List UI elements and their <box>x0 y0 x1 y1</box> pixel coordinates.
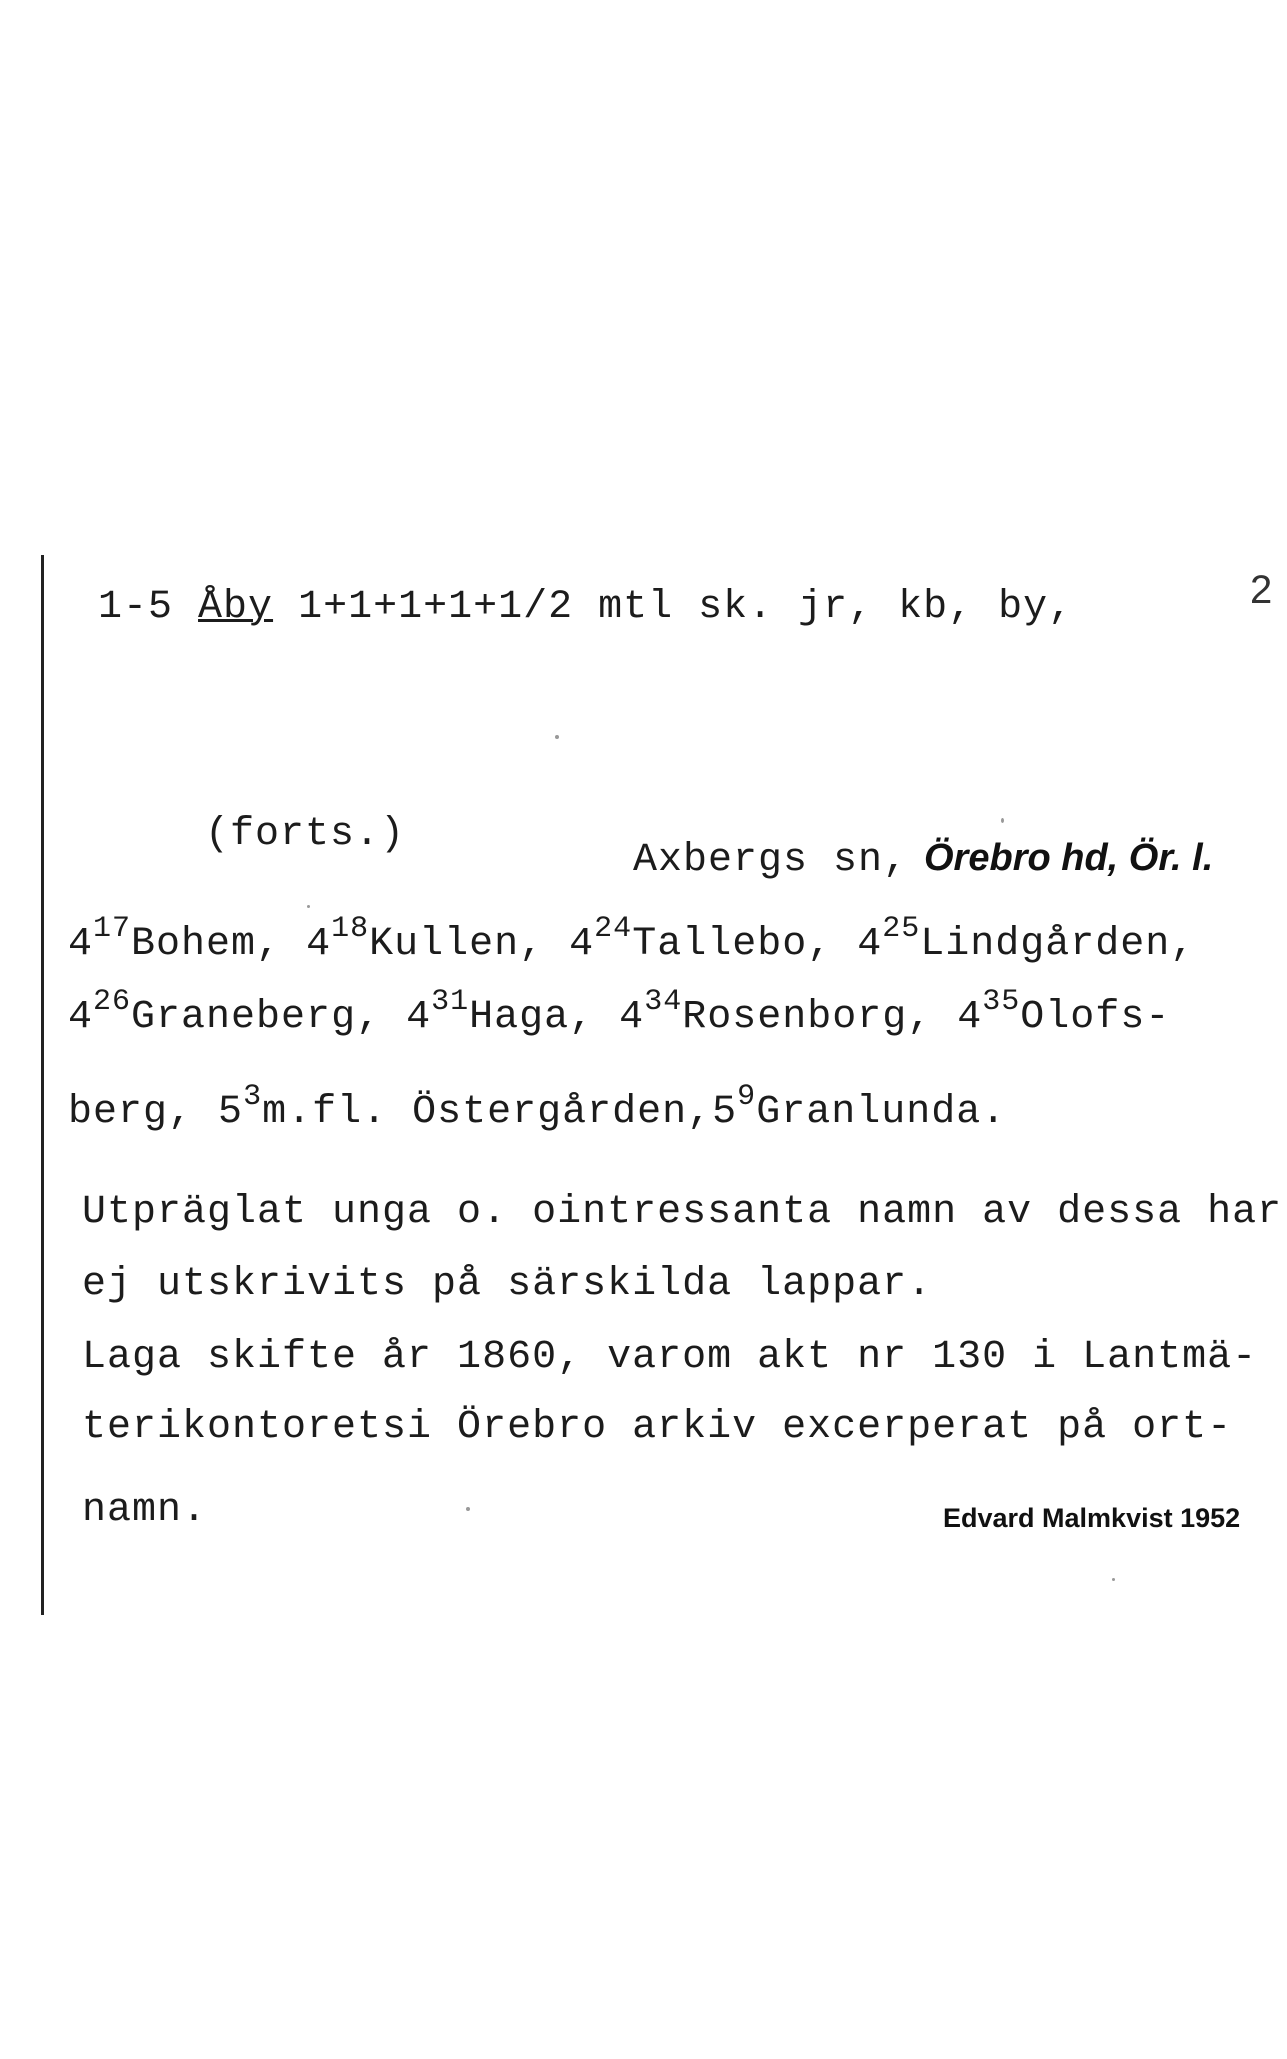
name-entry: $5^9Granlunda$. <box>712 1080 1007 1135</box>
names-line-3 <box>68 1080 1007 1135</box>
heading-hemman: 1+1+1+1+ <box>298 585 499 630</box>
signature-stamp: Edvard Malmkvist 1952 <box>943 1503 1241 1533</box>
note-line-4: terikontoretsi Örebro arkiv excerperat på ort- <box>82 1405 1233 1450</box>
card-heading <box>98 585 1073 630</box>
name-entry: $4^{17}Bohem$, <box>68 912 282 967</box>
name-entry: $4^{18}Kullen$, <box>306 912 545 967</box>
heading-fraction: 1/2 <box>498 585 574 630</box>
name-entry: $4^{26}Graneberg$, <box>68 985 382 1040</box>
card-number: 2 <box>1250 568 1273 612</box>
left-margin-rule <box>41 555 44 1615</box>
name-entry: $5^3m.fl$. Östergården, <box>218 1080 713 1135</box>
paper-speck <box>1112 1578 1115 1581</box>
name-entry: $4^{25}Lindgården$, <box>857 912 1196 967</box>
name-entry: $4^{35}Olofs-$ <box>957 985 1171 1040</box>
parish-label: Axbergs sn, <box>633 838 909 883</box>
note-line-3: Laga skifte år 1860, varom akt nr 130 i Lantmä- <box>82 1335 1258 1380</box>
note-line-2: ej utskrivits på särskilda lappar. <box>82 1262 933 1307</box>
heading-place: Åby <box>198 585 274 630</box>
paper-speck <box>307 905 310 908</box>
name-entry-continued: berg, <box>68 1090 194 1135</box>
names-line-2 <box>68 985 1171 1040</box>
names-line-1 <box>68 912 1196 967</box>
heading-rest: mtl sk. jr, kb, by, <box>573 585 1074 630</box>
name-entry: $4^{31}Haga$, <box>406 985 595 1040</box>
paper-speck <box>466 1507 470 1511</box>
name-entry: $4^{34}Rosenborg$, <box>619 985 933 1040</box>
note-line-1: Utpräglat unga o. ointressanta namn av dessa har <box>82 1190 1283 1235</box>
heading-number: 1-5 <box>98 585 174 630</box>
continued-label: (forts.) <box>205 812 406 857</box>
region-stamp: Örebro hd, Ör. l. <box>924 837 1214 879</box>
note-line-5: namn. <box>82 1488 208 1533</box>
name-entry: $4^{24}Tallebo$, <box>569 912 833 967</box>
paper-speck <box>555 735 559 739</box>
paper-speck <box>1001 818 1004 823</box>
